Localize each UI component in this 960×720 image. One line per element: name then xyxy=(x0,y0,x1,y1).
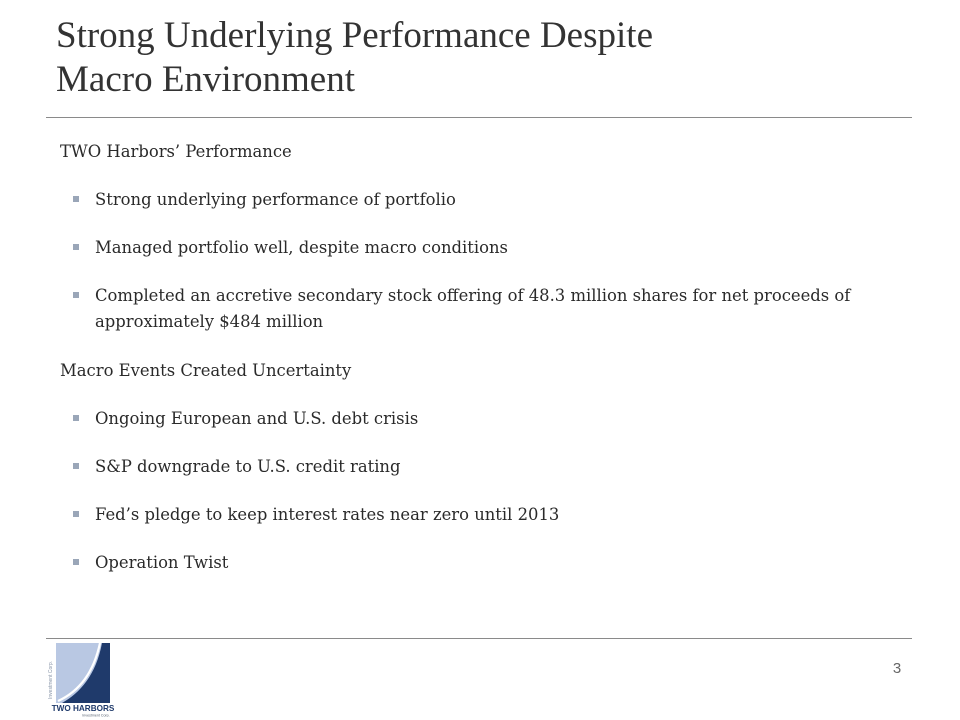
title-line-1: Strong Underlying Performance Despite xyxy=(56,15,653,56)
bullet-item xyxy=(60,551,880,575)
bullet-item xyxy=(60,503,880,527)
slide-content xyxy=(60,140,880,599)
page-number: 3 xyxy=(892,660,902,677)
bullet-text: Strong underlying performance of portfolio xyxy=(95,190,456,209)
square-bullet-icon xyxy=(73,463,79,469)
square-bullet-icon xyxy=(73,292,79,298)
square-bullet-icon xyxy=(73,196,79,202)
square-bullet-icon xyxy=(73,511,79,517)
bullet-text: Ongoing European and U.S. debt crisis xyxy=(95,409,419,428)
bullet-text: Completed an accretive secondary stock offering of 48.3 million shares for net proceeds of approximately $484 million xyxy=(95,286,851,331)
bullet-text: S&P downgrade to U.S. credit rating xyxy=(95,457,401,476)
square-bullet-icon xyxy=(73,559,79,565)
bullet-item xyxy=(60,407,880,431)
bullet-item xyxy=(60,283,880,335)
slide-title xyxy=(56,14,916,102)
logo-company-name: TWO HARBORS xyxy=(51,704,115,713)
square-bullet-icon xyxy=(73,415,79,421)
bullet-item xyxy=(60,188,880,212)
bullet-text: Managed portfolio well, despite macro conditions xyxy=(95,238,508,257)
logo-vertical-text: Investment Corp. xyxy=(48,660,54,699)
square-bullet-icon xyxy=(73,244,79,250)
logo-tagline: Investment Corp. xyxy=(82,713,110,717)
bullet-item xyxy=(60,236,880,260)
bullet-item xyxy=(60,455,880,479)
section-heading-macro: Macro Events Created Uncertainty xyxy=(60,361,352,380)
title-line-2: Macro Environment xyxy=(56,59,355,100)
two-harbors-logo xyxy=(44,641,116,717)
bullet-text: Operation Twist xyxy=(95,553,229,572)
footer-divider xyxy=(46,638,912,639)
bullet-text: Fed’s pledge to keep interest rates near zero until 2013 xyxy=(95,505,560,524)
title-divider xyxy=(46,117,912,118)
section-heading-performance: TWO Harbors’ Performance xyxy=(60,142,292,161)
